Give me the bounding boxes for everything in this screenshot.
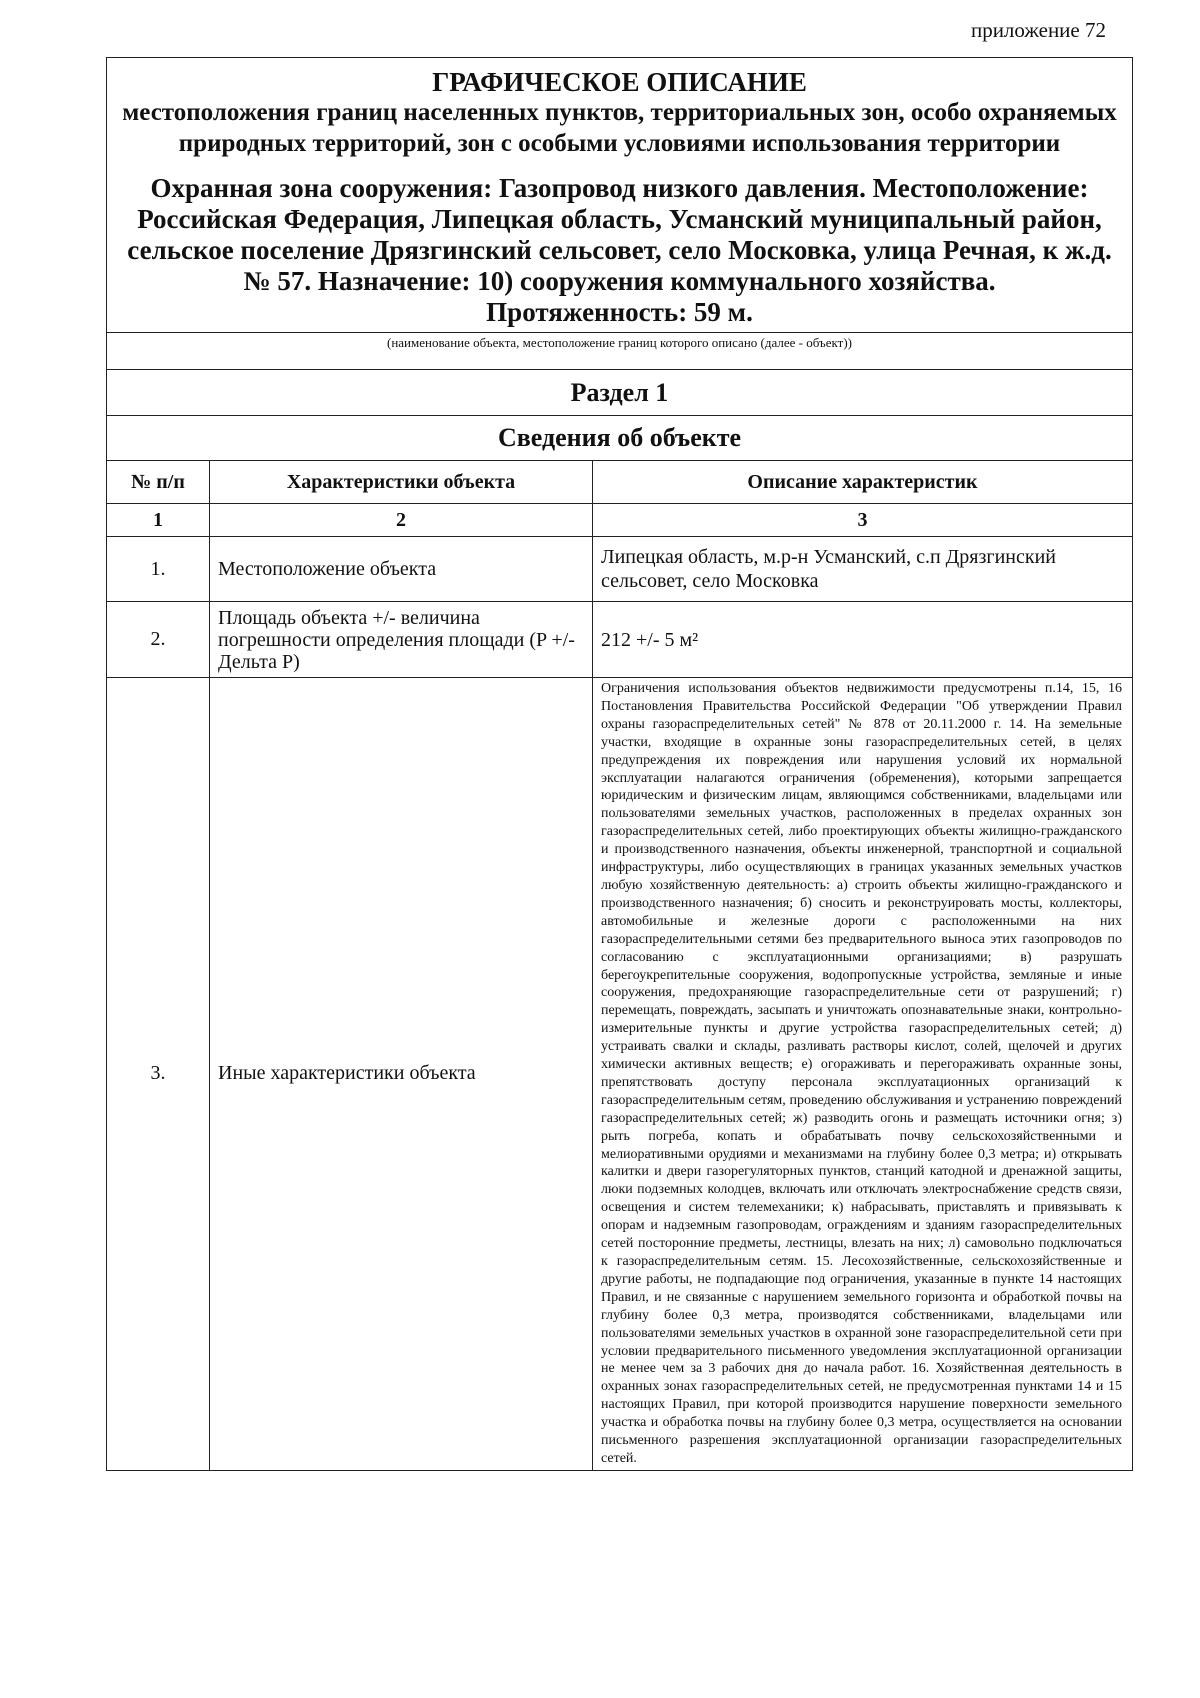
object-length: Протяженность: 59 м. <box>486 297 753 327</box>
table-row <box>107 537 1132 602</box>
section-subtitle: Сведения об объекте <box>107 415 1132 460</box>
row-description: Липецкая область, м.р-н Усманский, с.п Дрязгинский сельсовет, село Московка <box>593 537 1133 602</box>
document-frame <box>106 57 1133 1471</box>
column-number: 3 <box>593 504 1133 537</box>
header-characteristic: Характеристики объекта <box>210 461 593 504</box>
row-number: 2. <box>107 602 210 678</box>
row-number: 3. <box>107 678 210 1470</box>
table-row <box>107 678 1132 1470</box>
column-number-row <box>107 504 1132 537</box>
row-characteristic: Местоположение объекта <box>210 537 593 602</box>
object-info-table <box>107 460 1132 1470</box>
section-title: Раздел 1 <box>107 369 1132 415</box>
header-description: Описание характеристик <box>593 461 1133 504</box>
column-number: 1 <box>107 504 210 537</box>
object-name: Охранная зона сооружения: Газопровод низкого давления. Местоположение: Российская Федерация, Липецкая область, Усманский муниципальный район, сельское поселение Дрязгинский сельсовет, село Московка, улица Речная, к ж.д. № 57. Назначение: 10) сооружения коммунального хозяйства. <box>127 173 1112 296</box>
row-description: Ограничения использования объектов недвижимости предусмотрены п.14, 15, 16 Постановления Правительства Российской Федерации "Об утверждении Правил охраны газораспределительных сетей" № 878 от 20.11.2000 г. 14. На земельные участки, входящие в охранные зоны газораспределительных сетей, в целях предупреждения их повреждения или нарушения условий их нормальной эксплуатации налагаются ограничения (обременения), которыми запрещается юридическим и физическим лицам, являющимся собственниками, владельцами или пользователями земельных участков, расположенных в пределах охранных зон газораспределительных сетей, либо проектирующих объекты жилищно-гражданского и производственного назначения, объекты инженерной, транспортной и социальной инфраструктуры, либо осуществляющих в границах указанных земельных участков любую хозяйственную деятельность: а) строить объекты жилищно-гражданского и производственного назначения; б) сносить и реконструировать мосты, коллекторы, автомобильные и железные дороги с расположенными на них газораспределительными сетями без предварительного выноса этих газопроводов по согласованию с эксплуатационными организациями; в) разрушать берегоукрепительные сооружения, водопропускные устройства, земляные и иные сооружения, предохраняющие газораспределительные сети от разрушений; г) перемещать, повреждать, засыпать и уничтожать опознавательные знаки, контрольно-измерительные пункты и другие устройства газораспределительных сетей; д) устраивать свалки и склады, разливать растворы кислот, солей, щелочей и других химически активных веществ; е) огораживать и перегораживать охранные зоны, препятствовать доступу персонала эксплуатационных организаций к газораспределительным сетям, проведению обслуживания и устранению повреждений газораспределительных сетей; ж) разводить огонь и размещать источники огня; з) рыть погреба, копать и обрабатывать почву сельскохозяйственными и мелиоративными орудиями и механизмами на глубину более 0,3 метра; и) открывать калитки и двери газорегуляторных пунктов, станций катодной и дренажной защиты, люки подземных колодцев, включать или отключать электроснабжение средств связи, освещения и систем телемеханики; к) набрасывать, приставлять и привязывать к опорам и надземным газопроводам, ограждениям и зданиям газораспределительных сетей посторонние предметы, лестницы, влезать на них; л) самовольно подключаться к газораспределительным сетям. 15. Лесохозяйственные, сельскохозяйственные и другие работы, не подпадающие под ограничения, указанные в пункте 14 настоящих Правил, и не связанные с нарушением земельного горизонта и обработкой почвы на глубину более 0,3 метра, производятся собственниками, владельцами или пользователями земельных участков в охранной зоне газораспределительной сети при условии предварительного письменного уведомления эксплуатационной организации не менее чем за 3 рабочих дня до начала работ. 16. Хозяйственная деятельность в охранных зонах газораспределительных сетей, не предусмотренная пунктами 14 и 15 настоящих Правил, при которой производится нарушение поверхности земельного участка и обработка почвы на глубину более 0,3 метра, осуществляется на основании письменного разрешения эксплуатационной организации газораспределительных сетей. <box>601 681 1122 1466</box>
row-description: 212 +/- 5 м² <box>593 602 1133 678</box>
header-number: № п/п <box>107 461 210 504</box>
appendix-label: приложение 72 <box>970 18 1106 42</box>
table-header-row <box>107 461 1132 504</box>
row-characteristic: Иные характеристики объекта <box>210 678 593 1470</box>
document-title: ГРАФИЧЕСКОЕ ОПИСАНИЕ <box>432 67 807 97</box>
document-subtitle: местоположения границ населенных пунктов, территориальных зон, особо охраняемых природных территорий, зон с особыми условиями использования территории <box>122 99 1117 157</box>
object-caption: (наименование объекта, местоположение границ которого описано (далее - объект)) <box>387 335 852 350</box>
row-description-cell <box>593 678 1133 1470</box>
row-number: 1. <box>107 537 210 602</box>
document-header <box>107 58 1132 328</box>
column-number: 2 <box>210 504 593 537</box>
table-row <box>107 602 1132 678</box>
row-characteristic: Площадь объекта +/- величина погрешности определения площади (P +/- Дельта P) <box>210 602 593 678</box>
